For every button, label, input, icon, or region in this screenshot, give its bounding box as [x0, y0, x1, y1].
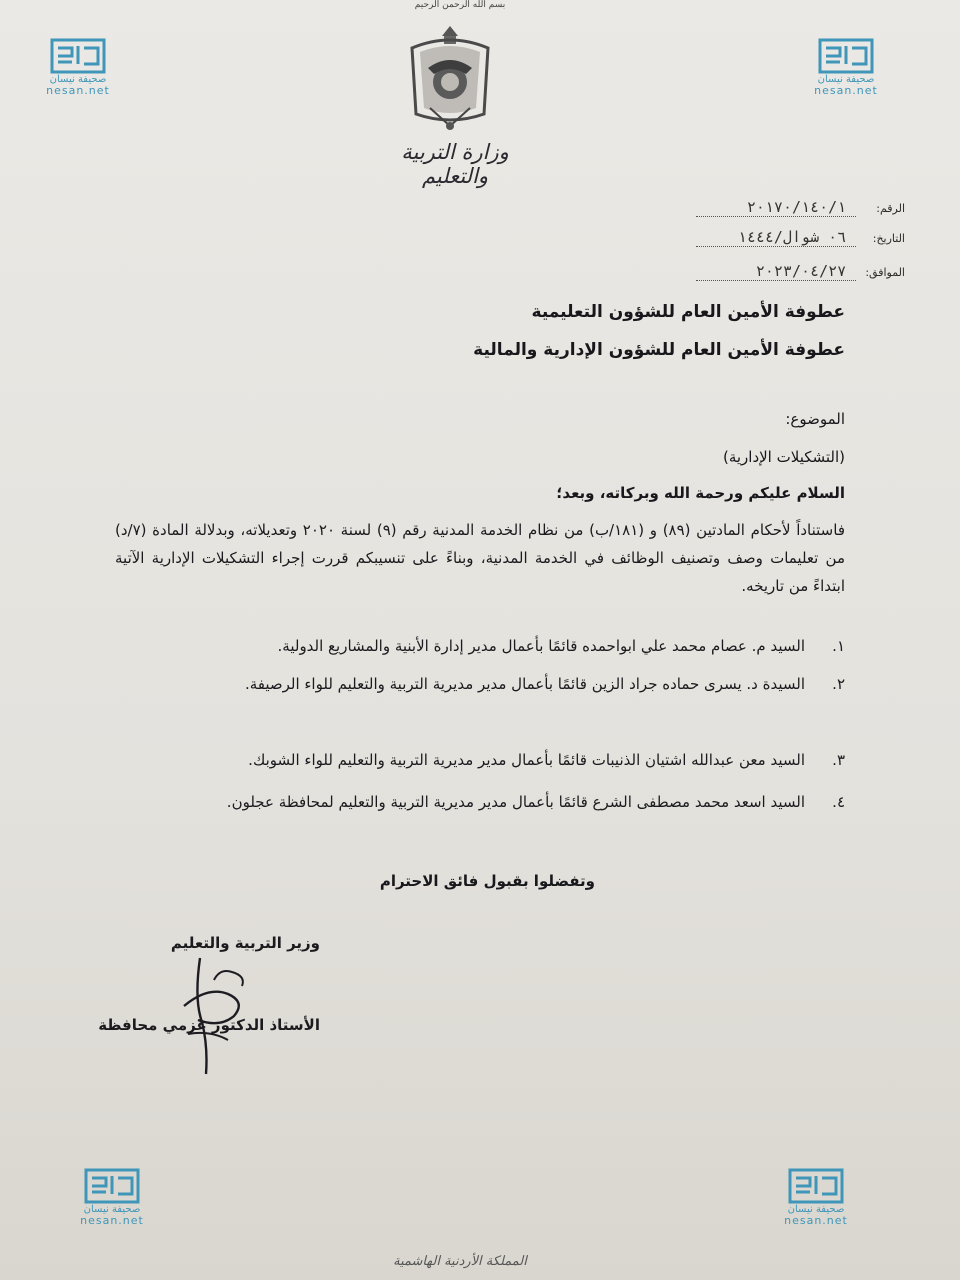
list-item-text: السيد م. عصام محمد علي ابواحمده قائمًا بأعمال مدير إدارة الأبنية والمشاريع الدولية.: [277, 637, 805, 655]
watermark-url: nesan.net: [80, 1214, 144, 1227]
watermark-logo: [808, 38, 884, 97]
list-item: [115, 740, 845, 780]
hijri-date-value: ٠٦ شوال/١٤٤٤: [696, 228, 856, 247]
nesan-logo-icon: [50, 38, 106, 74]
watermark-arabic: صحيفة نيسان: [817, 74, 875, 85]
watermark-url: nesan.net: [784, 1214, 848, 1227]
hijri-date-row: [605, 228, 905, 247]
signatory-title: وزير التربية والتعليم: [170, 934, 320, 952]
closing-line: وتفضلوا بقبول فائق الاحترام: [379, 872, 595, 890]
list-item-text: السيدة د. يسرى حماده جراد الزين قائمًا بأعمال مدير مديرية التربية والتعليم للواء الرصيفة.: [244, 675, 805, 693]
signatory-name: الأستاذ الدكتور عزمي محافظة: [98, 1016, 320, 1034]
watermark-arabic: صحيفة نيسان: [83, 1204, 141, 1215]
watermark-url: nesan.net: [814, 84, 878, 97]
watermark-logo: [40, 38, 116, 97]
nesan-logo-icon: [84, 1168, 140, 1204]
list-item: [115, 626, 845, 666]
list-item-number: ٤.: [832, 793, 845, 811]
greeting: السلام عليكم ورحمة الله وبركاته، وبعد؛: [556, 484, 845, 502]
watermark-arabic: صحيفة نيسان: [787, 1204, 845, 1215]
handwritten-signature: [150, 950, 270, 1080]
addressee-1: عطوفة الأمين العام للشؤون التعليمية: [531, 302, 845, 322]
list-item-text: السيد معن عبدالله اشتيان الذنيبات قائمًا بأعمال مدير مديرية التربية والتعليم للواء الشوبك.: [248, 751, 805, 769]
footer-kingdom-name: المملكة الأردنية الهاشمية: [393, 1254, 527, 1269]
basmala-header: بسم الله الرحمن الرحيم: [414, 0, 506, 10]
gregorian-date-value: ٢٠٢٣/٠٤/٢٧: [696, 262, 856, 281]
reference-number-value: ٢٠١٧٠/١٤٠/١: [696, 198, 856, 217]
ministry-name: وزارة التربية والتعليم: [401, 140, 509, 188]
addressee-2: عطوفة الأمين العام للشؤون الإدارية والمالية: [473, 340, 845, 360]
gregorian-date-label: الموافق:: [865, 266, 905, 279]
hijri-date-label: التاريخ:: [872, 232, 905, 245]
list-item: [115, 782, 845, 822]
nesan-logo-icon: [788, 1168, 844, 1204]
jordan-coat-of-arms-icon: [400, 22, 500, 134]
nesan-logo-icon: [818, 38, 874, 74]
watermark-logo: [778, 1168, 854, 1227]
watermark-arabic: صحيفة نيسان: [49, 74, 107, 85]
reference-number-label: الرقم:: [876, 202, 905, 215]
list-item-text: السيد اسعد محمد مصطفى الشرع قائمًا بأعمال مدير مديرية التربية والتعليم لمحافظة عجلون.: [226, 793, 805, 811]
subject-label: الموضوع:: [785, 410, 845, 428]
watermark-url: nesan.net: [46, 84, 110, 97]
body-paragraph: فاستناداً لأحكام المادتين (٨٩) و (١٨١/ب) من نظام الخدمة المدنية رقم (٩) لسنة ٢٠٢٠ وتعديلاته، وبدلالة المادة (٧/د) من تعليمات وصف وتصنيف الوظائف في الخدمة المدنية، وبناءً على تنسيبكم قررت إجراء التشكيلات الإدارية الآتية ابتداءً من تاريخه.: [115, 521, 845, 595]
subject-value: (التشكيلات الإدارية): [722, 448, 845, 466]
reference-number-row: [605, 198, 905, 217]
list-item-number: ٢.: [832, 675, 845, 693]
list-item-number: ٣.: [832, 751, 845, 769]
gregorian-date-row: [605, 262, 905, 281]
watermark-logo: [74, 1168, 150, 1227]
list-item: [115, 664, 845, 704]
list-item-number: ١.: [832, 637, 845, 655]
